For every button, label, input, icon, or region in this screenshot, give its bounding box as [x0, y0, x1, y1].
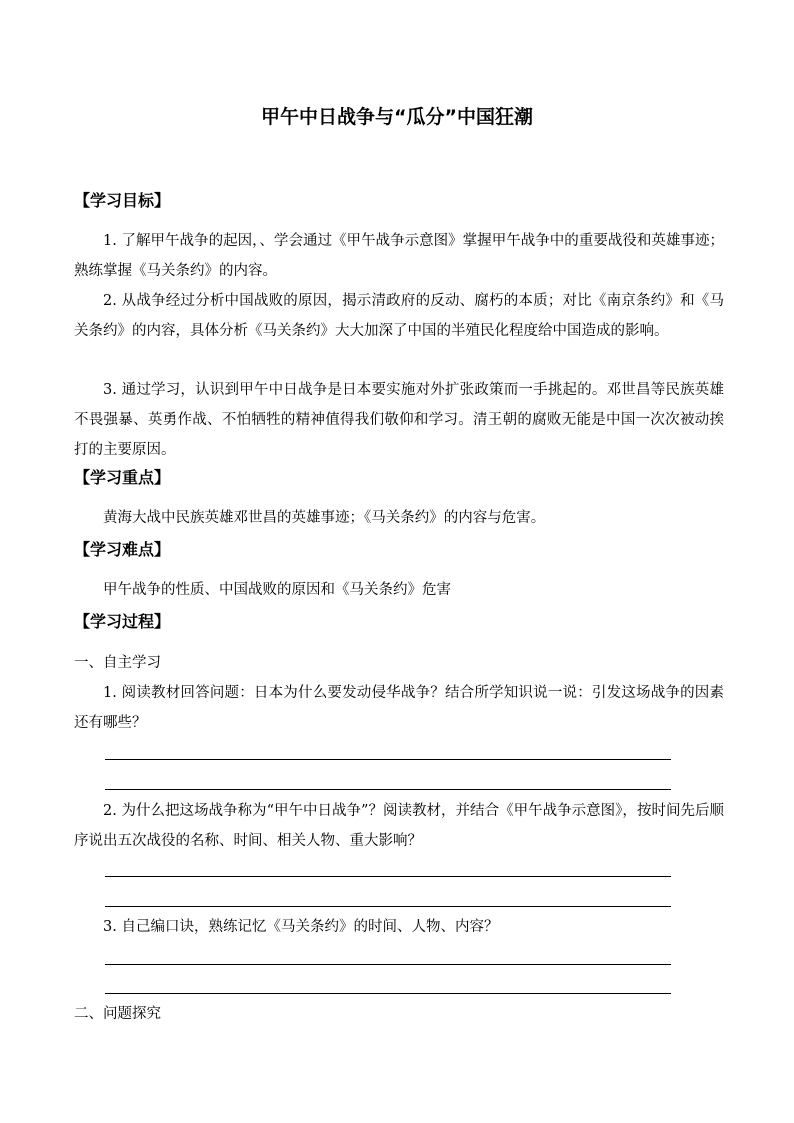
question-3: 3. 自己编口诀，熟练记忆《马关条约》的时间、人物、内容？ — [103, 919, 499, 935]
objective-item-1: 1. 了解甲午战争的起因，、学会通过《甲午战争示意图》掌握甲午战争中的重要战役和英雄事迹；熟练掌握《马关条约》的内容。 — [74, 233, 724, 279]
inquiry-label: 二、问题探究 — [74, 1006, 161, 1022]
answer-line[interactable] — [105, 993, 671, 994]
answer-line[interactable] — [105, 876, 671, 877]
objectives-heading: 【学习目标】 — [74, 191, 171, 210]
difficulties-heading: 【学习难点】 — [74, 540, 171, 559]
question-2: 2. 为什么把这场战争称为“甲午中日战争”？阅读教材，并结合《甲午战争示意图》，按时间先后顺序说出五次战役的名称、时间、相关人物、重大影响？ — [74, 803, 724, 849]
document-title: 甲午中日战争与“瓜分”中国狂潮 — [261, 106, 533, 128]
objective-item-3: 3. 通过学习，认识到甲午中日战争是日本要实施对外扩张政策而一手挑起的。邓世昌等民族英雄不畏强暴、英勇作战、不怕牺牲的精神值得我们敬仰和学习。清王朝的腐败无能是中国一次次被动挨打的主要原因。 — [74, 382, 724, 458]
question-1: 1. 阅读教材回答问题：日本为什么要发动侵华战争？结合所学知识说一说：引发这场战争的因素还有哪些？ — [74, 685, 724, 731]
objective-item-2: 2. 从战争经过分析中国战败的原因，揭示清政府的反动、腐朽的本质；对比《南京条约》和《马关条约》的内容，具体分析《马关条约》大大加深了中国的半殖民化程度给中国造成的影响。 — [74, 293, 724, 339]
key-points-text: 黄海大战中民族英雄邓世昌的英雄事迹；《马关条约》的内容与危害。 — [103, 510, 546, 526]
key-points-heading: 【学习重点】 — [74, 468, 171, 487]
self-study-label: 一、自主学习 — [74, 655, 161, 671]
answer-line[interactable] — [105, 789, 671, 790]
answer-line[interactable] — [105, 906, 671, 907]
answer-line[interactable] — [105, 964, 671, 965]
answer-line[interactable] — [105, 759, 671, 760]
difficulties-text: 甲午战争的性质、中国战败的原因和《马关条约》危害 — [103, 582, 451, 598]
process-heading: 【学习过程】 — [74, 612, 171, 631]
